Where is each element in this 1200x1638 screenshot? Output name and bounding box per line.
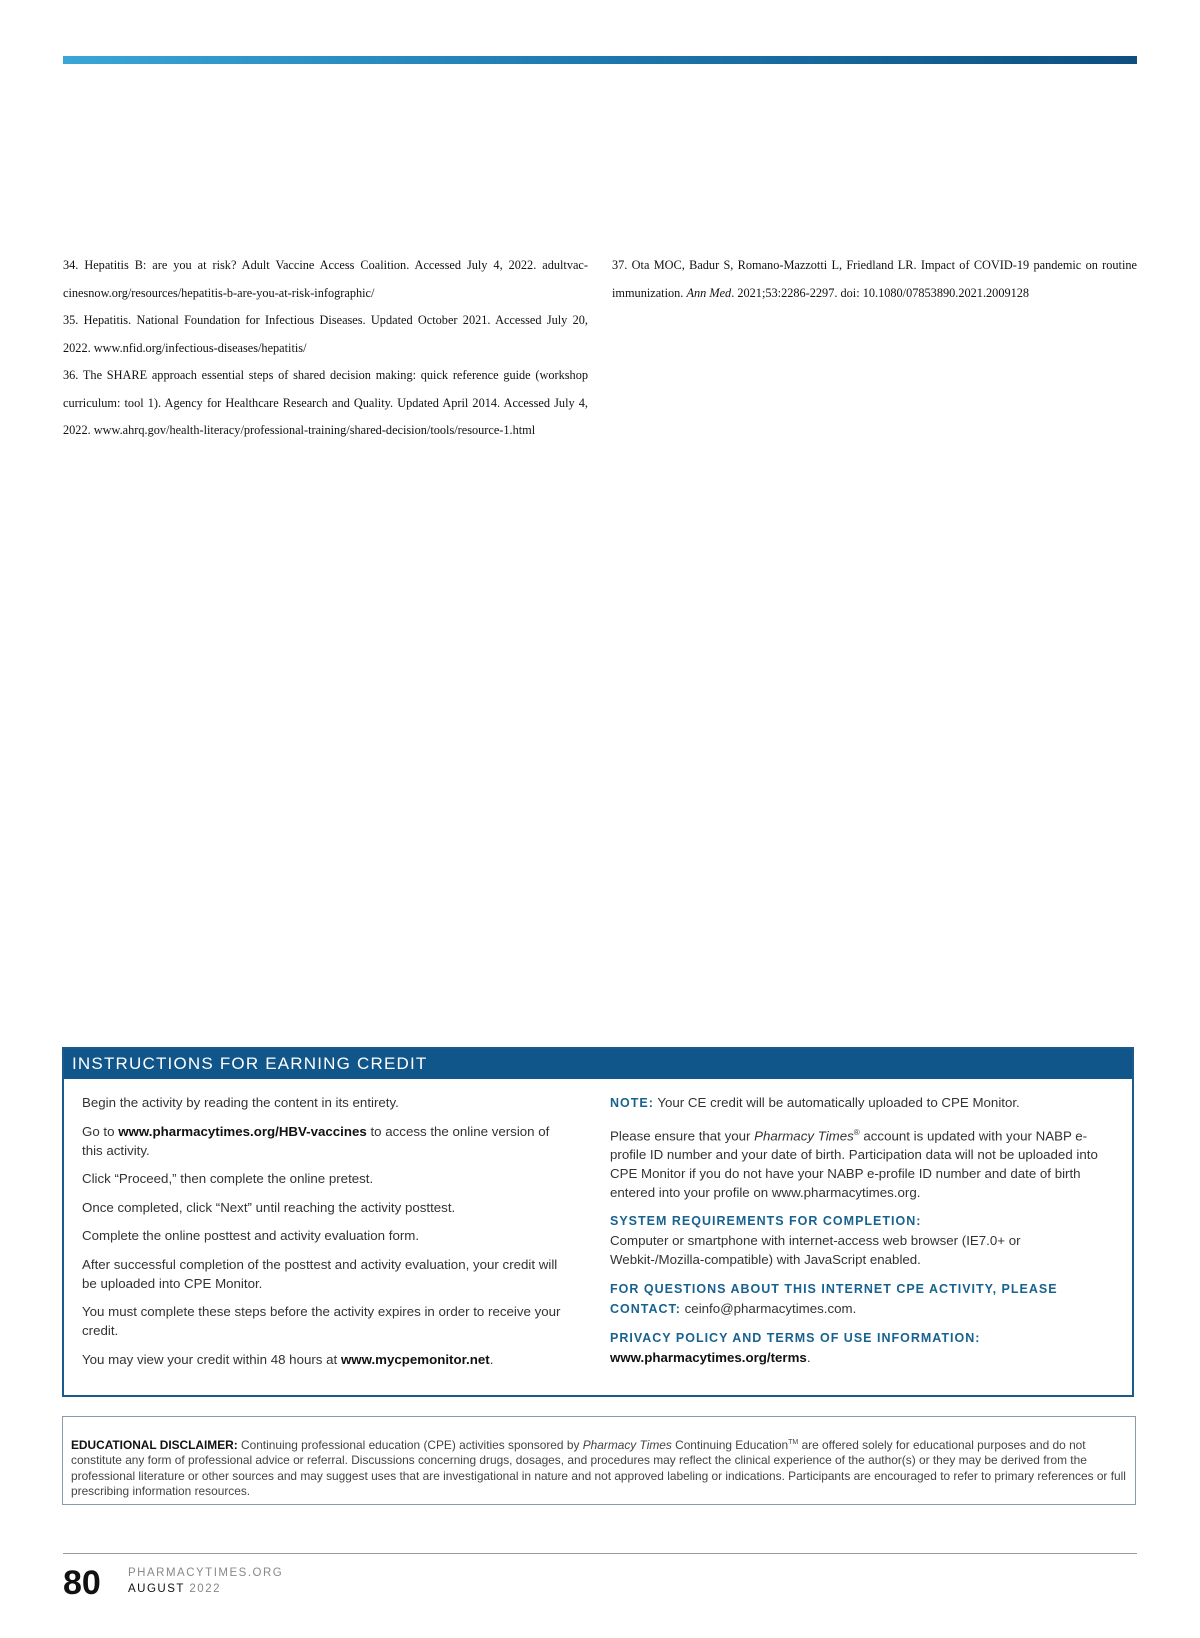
step-8-text: You may view your credit within 48 hours at [82, 1351, 341, 1367]
instructions-body [64, 1079, 1132, 1378]
step-2-text-end: to access the online version of this activity. [82, 1123, 550, 1158]
educational-disclaimer [62, 1416, 1136, 1505]
note [610, 1093, 1098, 1113]
disclaimer-text-2: Continuing Education [671, 1437, 789, 1452]
top-accent-bar [63, 56, 1137, 64]
reference-35: 35. Hepatitis. National Foundation for Infectious Diseases. Updated October 2021. Accessed July 20, 2022. www.nfid.org/infectious-diseases/hepatitis/ [63, 313, 588, 355]
privacy-label: PRIVACY POLICY AND TERMS OF USE INFORMATION: [610, 1331, 981, 1346]
step-4: Once completed, click “Next” until reaching the activity posttest. [82, 1199, 456, 1215]
step-3: Click “Proceed,” then complete the online pretest. [82, 1171, 374, 1186]
questions-label: FOR QUESTIONS ABOUT THIS INTERNET CPE ACTIVITY, PLEASE CONTACT: [610, 1281, 1058, 1316]
system-requirements-text: Computer or smartphone with internet-access web browser (IE7.0+ or Webkit-/Mozilla-compatible) with JavaScript enabled. [610, 1233, 1021, 1268]
references-section [63, 252, 1137, 445]
step-1: Begin the activity by reading the content in its entirety. [82, 1095, 399, 1110]
step-8-text-end: . [489, 1351, 494, 1367]
footer-site: PHARMACYTIMES.ORG [128, 1567, 284, 1579]
trademark-mark: TM [788, 1439, 799, 1446]
contact-email[interactable]: ceinfo@pharmacytimes.com. [680, 1300, 857, 1316]
note-label: NOTE: [610, 1096, 654, 1110]
footer-divider [63, 1553, 1137, 1554]
activity-link[interactable]: www.pharmacytimes.org/HBV-vaccines [118, 1123, 367, 1139]
footer-year: 2022 [184, 1583, 221, 1595]
reference-37-citation: . 2021;53:2286-2297. doi: 10.1080/07853890.2021.2009128 [731, 285, 1030, 300]
disclaimer-label: EDUCATIONAL DISCLAIMER: [71, 1437, 238, 1452]
cpe-monitor-link[interactable]: www.mycpemonitor.net [340, 1351, 490, 1367]
step-8 [82, 1350, 572, 1369]
reference-37-journal: Ann Med [686, 285, 732, 300]
pharmacy-times-brand: Pharmacy Times [754, 1127, 854, 1143]
account-note-text-end: account is updated with your NABP e-profile ID number and your date of birth. Participation data will not be uploaded into CPE Monitor if you do not have your NABP e-profile ID number and date of birth entered into your profile on www.pharmacytimes.org. [610, 1127, 1098, 1200]
step-6: After successful completion of the posttest and activity evaluation, your credit will be uploaded into CPE Monitor. [82, 1256, 558, 1291]
step-2-text: Go to [82, 1123, 119, 1139]
terms-link[interactable]: www.pharmacytimes.org/terms [610, 1350, 807, 1366]
system-requirements [610, 1211, 1098, 1269]
registered-mark: ® [853, 1127, 860, 1137]
reference-37 [612, 252, 1137, 307]
system-requirements-label: SYSTEM REQUIREMENTS FOR COMPLETION: [610, 1214, 922, 1229]
reference-36: 36. The SHARE approach essential steps of shared decision making: quick reference guide (workshop curriculum: tool 1). Agency for Healthcare Research and Quality. Updated April 2014. Accessed July 4, 2022. www.ahrq.gov/health-literacy/professional-training/shared-decision/tools/resource-1.html [63, 368, 588, 437]
references-right-column [612, 252, 1137, 445]
privacy-period: . [806, 1350, 811, 1366]
step-7: You must complete these steps before the activity expires in order to receive your credit. [82, 1304, 561, 1338]
account-note [610, 1123, 1098, 1202]
questions-contact [610, 1279, 1098, 1319]
account-note-text: Please ensure that your [610, 1127, 755, 1143]
step-5: Complete the online posttest and activity evaluation form. [82, 1228, 420, 1243]
note-text: Your CE credit will be automatically uploaded to CPE Monitor. [653, 1095, 1020, 1110]
disclaimer-brand: Pharmacy Times [582, 1437, 672, 1452]
privacy-policy [610, 1328, 1098, 1367]
disclaimer-text-1: Continuing professional education (CPE) activities sponsored by [237, 1437, 583, 1452]
instructions-steps [82, 1093, 572, 1378]
references-left-column [63, 252, 588, 445]
instructions-notes [610, 1093, 1098, 1378]
footer-month: AUGUST [128, 1583, 185, 1595]
reference-37-text: 37. Ota MOC, Badur S, Romano-Mazzotti L, Friedland LR. Impact of COVID-19 pandemic on routine immunization. [612, 258, 1137, 300]
instructions-box [62, 1047, 1134, 1397]
footer-issue-date [128, 1582, 221, 1596]
reference-34: 34. Hepatitis B: are you at risk? Adult Vaccine Access Coalition. Accessed July 4, 2022. adultvaccinesnow.org/resources/hepatitis-b-are-you-at-risk-infographic/ [63, 258, 588, 300]
instructions-title: INSTRUCTIONS FOR EARNING CREDIT [64, 1049, 1132, 1079]
disclaimer-text-3: are offered solely for educational purposes and do not constitute any form of professional advice or referral. Discussions concerning drugs, dosages, and procedures may reflect the clinical experience of the author(s) or they may be derived from the professional literature or other sources and may suggest uses that are investigational in nature and not approved labeling or indications. Participants are encouraged to refer to primary references or full prescribing information resources. [71, 1437, 1126, 1498]
step-2 [82, 1122, 572, 1160]
page-number: 80 [63, 1564, 101, 1602]
